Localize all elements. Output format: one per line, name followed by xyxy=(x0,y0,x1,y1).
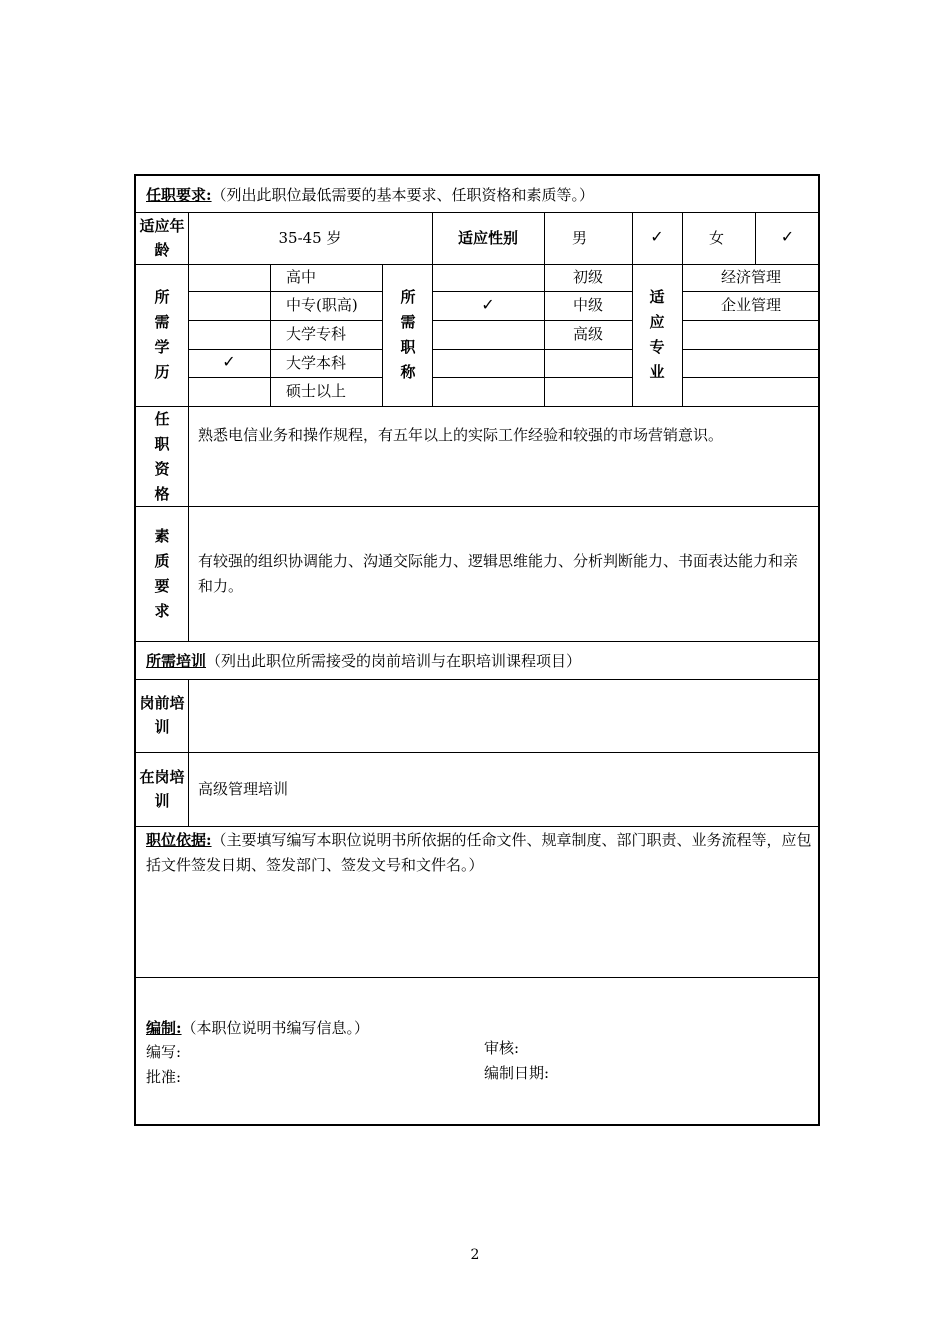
quality-text: 有较强的组织协调能力、沟通交际能力、逻辑思维能力、分析判断能力、书面表达能力和亲和力。 xyxy=(198,552,799,595)
grid-line xyxy=(188,349,382,350)
gender-male-check: ✓ xyxy=(650,227,664,246)
title-level: 初级 xyxy=(572,268,603,286)
page-number: 2 xyxy=(470,1247,480,1263)
qualification-text: 熟悉电信业务和操作规程，有五年以上的实际工作经验和较强的市场营销意识。 xyxy=(198,426,724,444)
pre-training-label: 岗前培训 xyxy=(139,694,185,736)
row-divider xyxy=(136,977,820,978)
education-level: 大学专科 xyxy=(286,325,347,343)
education-level: 大学本科 xyxy=(286,354,347,372)
row-divider xyxy=(136,826,820,827)
basis-title: 职位依据: xyxy=(146,831,212,849)
age-label: 适应年龄 xyxy=(139,217,185,259)
gender-male: 男 xyxy=(572,229,588,247)
grid-line xyxy=(682,291,820,292)
row-divider xyxy=(136,406,820,407)
row-divider xyxy=(136,264,820,265)
grid-line xyxy=(432,349,632,350)
title-level: 高级 xyxy=(572,325,603,343)
gender-female: 女 xyxy=(709,229,725,247)
compile-header xyxy=(146,1018,369,1038)
training-header xyxy=(146,651,581,671)
grid-line xyxy=(188,291,382,292)
grid-line xyxy=(682,377,820,378)
onjob-training-label: 在岗培训 xyxy=(139,768,185,810)
education-check: ✓ xyxy=(222,352,236,371)
major-item: 经济管理 xyxy=(720,268,781,286)
col-divider xyxy=(188,679,189,826)
compile-date: 编制日期: xyxy=(484,1064,550,1082)
training-note: （列出此职位所需接受的岗前培训与在职培训课程项目） xyxy=(206,652,582,670)
row-divider xyxy=(136,641,820,642)
training-title: 所需培训 xyxy=(146,652,207,670)
basis-block xyxy=(146,828,812,878)
grid-line xyxy=(682,349,820,350)
requirements-header xyxy=(146,185,594,205)
row-divider xyxy=(136,752,820,753)
compile-note: （本职位说明书编写信息。） xyxy=(181,1019,370,1037)
row-divider xyxy=(136,212,820,213)
grid-line xyxy=(432,320,632,321)
requirements-note: （列出此职位最低需要的基本要求、任职资格和素质等。） xyxy=(211,186,595,204)
col-divider xyxy=(544,212,545,264)
major-label: 适应专业 xyxy=(649,288,665,381)
col-divider xyxy=(382,264,383,406)
qualification-label: 任职资格 xyxy=(154,410,170,503)
compile-approver: 批准: xyxy=(146,1068,182,1086)
age-value: 35-45 岁 xyxy=(278,229,342,247)
gender-female-check: ✓ xyxy=(780,227,795,246)
compile-title: 编制: xyxy=(146,1019,182,1037)
row-divider xyxy=(136,679,820,680)
compile-writer: 编写: xyxy=(146,1043,182,1061)
major-item: 企业管理 xyxy=(720,296,781,314)
grid-line xyxy=(682,320,820,321)
col-divider xyxy=(270,264,271,406)
education-level: 高中 xyxy=(286,268,317,286)
grid-line xyxy=(432,291,632,292)
gender-label: 适应性别 xyxy=(457,229,518,247)
education-label: 所需学历 xyxy=(154,288,170,381)
basis-note: （主要填写编写本职位说明书所依据的任命文件、规章制度、部门职责、业务流程等，应包括文件签发日期、签发部门、签发文号和文件名。） xyxy=(146,831,812,874)
grid-line xyxy=(188,320,382,321)
education-level: 硕士以上 xyxy=(286,382,347,400)
onjob-training-text: 高级管理培训 xyxy=(198,780,289,798)
row-divider xyxy=(136,506,820,507)
job-description-table xyxy=(134,174,820,1126)
grid-line xyxy=(432,377,632,378)
grid-line xyxy=(188,377,382,378)
col-divider xyxy=(188,212,189,641)
education-level: 中专(职高) xyxy=(286,296,358,314)
quality-label: 素质要求 xyxy=(154,527,170,620)
compile-reviewer: 审核: xyxy=(484,1039,520,1057)
title-label: 所需职称 xyxy=(400,288,416,381)
title-check: ✓ xyxy=(481,295,495,314)
requirements-title: 任职要求: xyxy=(146,186,212,204)
title-level: 中级 xyxy=(572,296,603,314)
